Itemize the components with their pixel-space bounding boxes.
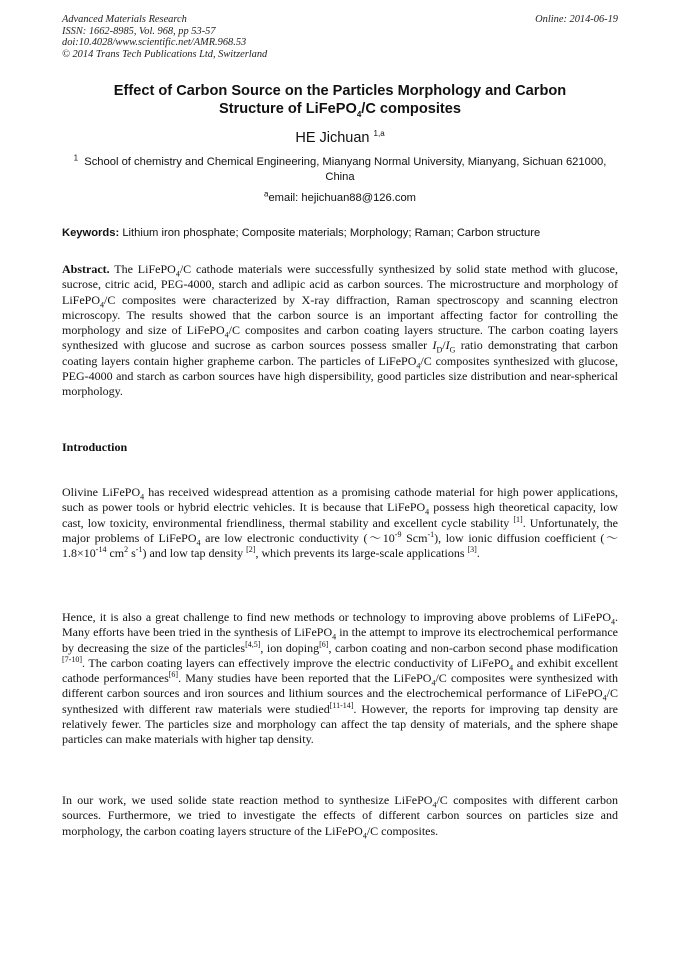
abstract-label: Abstract.	[62, 262, 110, 276]
abstract: Abstract. The LiFePO$_4$/C cathode materials were successfully synthesized by solid state method with glucose, sucrose, citric acid, PEG-4000, starch and adlipic acid as carbon sources. The microstructure and morphology of LiFePO$_4$/C composites were characterized by X-ray diffraction, Raman spectroscopy and scanning electron microscopy. The results showed that the carbon source is an important affecting factor for controlling the morphology and size of LiFePO$_4$/C composites and carbon coating layers structure. The carbon coating layers synthesized with glucose and sucrose as carbon sources possess smaller $I_D/I_G$ ratio demonstrating that carbon coating layers contain higher grapheme carbon. The particles of LiFePO$_4$/C composites synthesized with glucose, PEG-4000 and starch as carbon sources have high dispersibility, good particles size distribution and near-spherical morphology.	[62, 262, 619, 399]
issn-line: ISSN: 1662-8985, Vol. 968, pp 53-57	[62, 25, 216, 37]
online-date: Online: 2014-06-19	[535, 14, 618, 25]
copyright-line: © 2014 Trans Tech Publications Ltd, Switzerland	[62, 48, 268, 60]
title-line-1: Effect of Carbon Source on the Particles Morphology and Carbon	[113, 83, 567, 99]
title-line-2: Structure of LiFePO$_4$/C composites	[218, 101, 462, 119]
intro-paragraph-3: In our work, we used solide state reaction method to synthesize LiFePO$_4$/C composites with different carbon sources. Furthermore, we tried to investigate the effects of different carbon sources on particles size and morphology, the carbon coating layers structure of the LiFePO$_4$/C composites.	[62, 793, 618, 840]
introduction-heading: Introduction	[62, 440, 128, 454]
keywords: Keywords: Lithium iron phosphate; Composite materials; Morphology; Raman; Carbon structure	[62, 227, 541, 239]
journal-name: Advanced Materials Research	[62, 14, 187, 25]
intro-paragraph-2: Hence, it is also a great challenge to find new methods or technology to improving above problems of LiFePO$_4$. Many efforts have been tried in the synthesis of LiFePO$_4$ in the attempt to improve its electrochemical performance by decreasing the size of the particles[4,5], ion doping[6], carbon coating and non-carbon second phase modification [7-10]. The carbon coating layers can effectively improve the electric conductivity of LiFePO$_4$ and exhibit excellent cathode performances[6]. Many studies have been reported that the LiFePO$_4$/C composites were synthesized with different carbon sources and iron sources and lithium sources and the electrochemical performance of LiFePO$_4$/C synthesized with different raw materials were studied[11-14]. However, the reports for improving tap density are relatively fewer. The particles size and morphology can affect the tap density of materials, and the sphere shape particles can make materials with higher tap density.	[62, 610, 619, 747]
journal-header	[62, 14, 618, 60]
author-email: $^a$email: hejichuan88@126.com	[263, 189, 416, 204]
paper-title	[62, 82, 618, 118]
doi-line: doi:10.4028/www.scientific.net/AMR.968.53	[62, 37, 247, 49]
intro-paragraph-1: Olivine LiFePO$_4$ has received widespread attention as a promising cathode material for high power applications, such as power tools or hybrid electric vehicles. It is because that LiFePO$_4$ possess high theoretical capacity, low cast, low toxicity, environmental friendliness, thermal stability and excellent cycle stability [1]. Unfortunately, the major problems of LiFePO$_4$ are low electronic conductivity ($\sim 10^{-9}$ Scm$^{-1}$), low ionic diffusion coefficient ($\sim 1.8\times 10^{-14}$ $cm^2$ $s^{-1}$) and low tap density [2], which prevents its large-scale applications [3].	[62, 485, 619, 561]
affiliation: $^1$ School of chemistry and Chemical Engineering, Mianyang Normal University, Mianyang, Sichuan 621000, China	[73, 153, 607, 183]
keywords-label: Keywords:	[62, 227, 120, 239]
author-name: HE Jichuan $^{1,a}$	[295, 129, 385, 146]
